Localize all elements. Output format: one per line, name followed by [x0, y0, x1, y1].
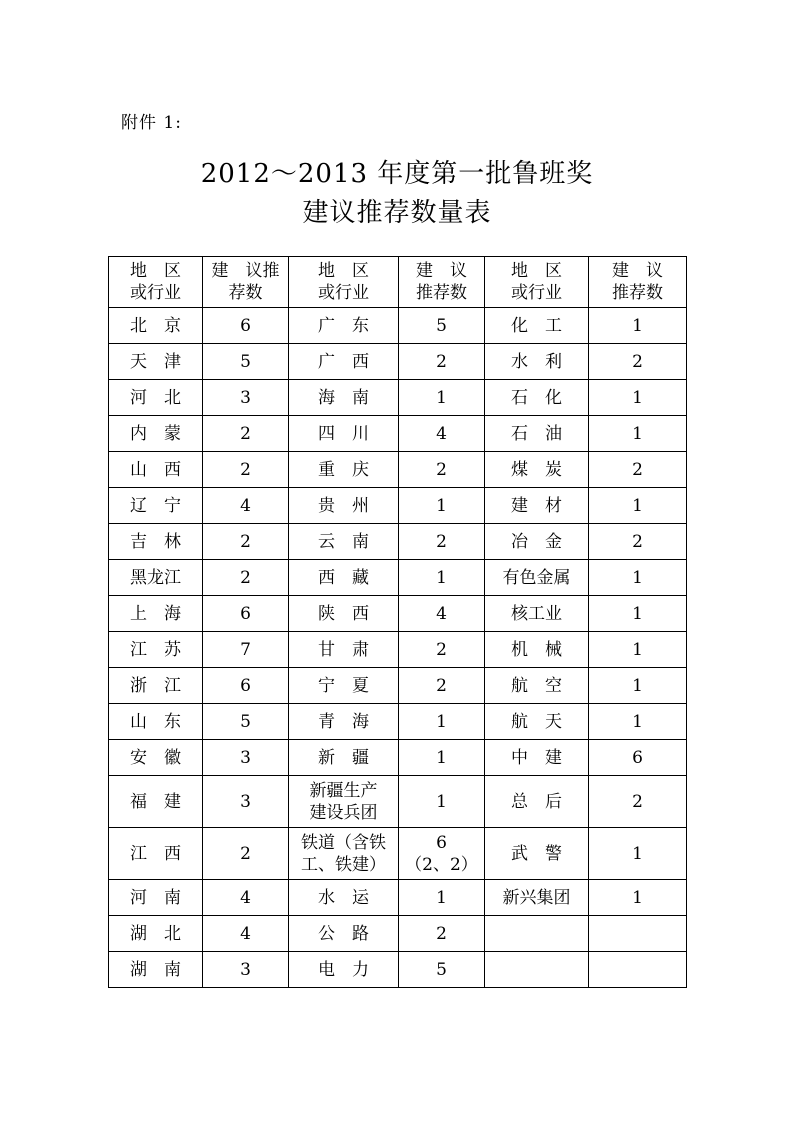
region-cell: 新 疆: [289, 740, 399, 776]
region-cell: 海 南: [289, 380, 399, 416]
region-cell: 浙 江: [109, 668, 203, 704]
region-cell: 湖 北: [109, 916, 203, 952]
region-cell: 江 西: [109, 828, 203, 880]
count-cell: 4: [399, 416, 485, 452]
count-cell: 1: [589, 416, 687, 452]
count-cell: 6: [203, 308, 289, 344]
region-cell: 江 苏: [109, 632, 203, 668]
page-title: 2012～2013 年度第一批鲁班奖: [200, 159, 594, 189]
table-row: [109, 632, 687, 668]
table-row: [109, 416, 687, 452]
page-subtitle: 建议推荐数量表: [302, 198, 492, 228]
table-row: [109, 704, 687, 740]
region-cell: 广 东: [289, 308, 399, 344]
count-cell: 1: [399, 488, 485, 524]
region-cell: 广 西: [289, 344, 399, 380]
region-cell: 甘 肃: [289, 632, 399, 668]
table-row: [109, 524, 687, 560]
table-row: [109, 560, 687, 596]
region-cell: 煤 炭: [485, 452, 589, 488]
region-cell: 内 蒙: [109, 416, 203, 452]
header-count-cell: 建 议推 荐数: [203, 257, 289, 308]
region-cell: 四 川: [289, 416, 399, 452]
region-cell: 湖 南: [109, 952, 203, 988]
table-row: [109, 380, 687, 416]
region-cell: 化 工: [485, 308, 589, 344]
table-row: [109, 916, 687, 952]
region-cell: 电 力: [289, 952, 399, 988]
count-cell: 3: [203, 776, 289, 828]
count-cell: 2: [399, 916, 485, 952]
count-cell: 2: [589, 524, 687, 560]
count-cell: 1: [399, 880, 485, 916]
count-cell: 1: [399, 776, 485, 828]
region-cell: 中 建: [485, 740, 589, 776]
region-cell: 水 利: [485, 344, 589, 380]
count-cell: 5: [399, 308, 485, 344]
count-cell: [589, 952, 687, 988]
count-cell: 2: [203, 524, 289, 560]
header-region-cell: 地 区 或行业: [109, 257, 203, 308]
header-region-cell: 地 区 或行业: [485, 257, 589, 308]
region-cell: 武 警: [485, 828, 589, 880]
region-cell: 河 南: [109, 880, 203, 916]
region-cell: 水 运: [289, 880, 399, 916]
count-cell: 3: [203, 380, 289, 416]
count-cell: [589, 916, 687, 952]
table-row: [109, 740, 687, 776]
count-cell: 2: [399, 344, 485, 380]
count-cell: 4: [203, 880, 289, 916]
region-cell: 上 海: [109, 596, 203, 632]
region-cell: 核工业: [485, 596, 589, 632]
count-cell: 1: [589, 828, 687, 880]
count-cell: 3: [203, 740, 289, 776]
region-cell: [485, 916, 589, 952]
region-cell: 贵 州: [289, 488, 399, 524]
region-cell: 黑龙江: [109, 560, 203, 596]
region-cell: 山 东: [109, 704, 203, 740]
count-cell: 1: [399, 560, 485, 596]
count-cell: 2: [589, 452, 687, 488]
count-cell: 4: [399, 596, 485, 632]
table-row: [109, 668, 687, 704]
count-cell: 1: [589, 632, 687, 668]
count-cell: 6: [203, 668, 289, 704]
count-cell: 1: [589, 596, 687, 632]
count-cell: 1: [589, 560, 687, 596]
region-cell: 建 材: [485, 488, 589, 524]
count-cell: 4: [203, 916, 289, 952]
count-cell: 5: [399, 952, 485, 988]
table-row: [109, 880, 687, 916]
table-row: [109, 776, 687, 828]
table-row: [109, 952, 687, 988]
count-cell: 1: [589, 488, 687, 524]
region-cell: 机 械: [485, 632, 589, 668]
region-cell: 青 海: [289, 704, 399, 740]
count-cell: 1: [399, 380, 485, 416]
count-cell: 2: [203, 416, 289, 452]
region-cell: 北 京: [109, 308, 203, 344]
table-row: [109, 308, 687, 344]
count-cell: 4: [203, 488, 289, 524]
count-cell: 2: [399, 452, 485, 488]
region-cell: 重 庆: [289, 452, 399, 488]
region-cell: 天 津: [109, 344, 203, 380]
region-cell: 总 后: [485, 776, 589, 828]
region-cell: 安 徽: [109, 740, 203, 776]
region-cell: [485, 952, 589, 988]
region-cell: 公 路: [289, 916, 399, 952]
count-cell: 5: [203, 344, 289, 380]
region-cell: 有色金属: [485, 560, 589, 596]
count-cell: 2: [399, 524, 485, 560]
region-cell: 冶 金: [485, 524, 589, 560]
region-cell: 铁道（含铁 工、铁建）: [289, 828, 399, 880]
region-cell: 福 建: [109, 776, 203, 828]
region-cell: 新疆生产 建设兵团: [289, 776, 399, 828]
count-cell: 3: [203, 952, 289, 988]
header-count-cell: 建 议 推荐数: [399, 257, 485, 308]
count-cell: 1: [399, 740, 485, 776]
region-cell: 航 天: [485, 704, 589, 740]
count-cell: 2: [203, 560, 289, 596]
count-cell: 1: [589, 380, 687, 416]
table-row: [109, 828, 687, 880]
region-cell: 西 藏: [289, 560, 399, 596]
region-cell: 宁 夏: [289, 668, 399, 704]
count-cell: 2: [203, 452, 289, 488]
recommendation-table: [108, 256, 687, 988]
count-cell: 6: [203, 596, 289, 632]
attachment-label: 附件 1:: [121, 113, 182, 133]
region-cell: 山 西: [109, 452, 203, 488]
region-cell: 河 北: [109, 380, 203, 416]
table-row: [109, 344, 687, 380]
region-cell: 航 空: [485, 668, 589, 704]
region-cell: 辽 宁: [109, 488, 203, 524]
region-cell: 新兴集团: [485, 880, 589, 916]
count-cell: 1: [589, 704, 687, 740]
count-cell: 5: [203, 704, 289, 740]
count-cell: 2: [203, 828, 289, 880]
region-cell: 陕 西: [289, 596, 399, 632]
region-cell: 石 化: [485, 380, 589, 416]
table-row: [109, 452, 687, 488]
table-row: [109, 596, 687, 632]
table-row: [109, 488, 687, 524]
count-cell: 2: [589, 776, 687, 828]
count-cell: 2: [399, 632, 485, 668]
count-cell: 7: [203, 632, 289, 668]
count-cell: 1: [589, 880, 687, 916]
table-body: [109, 257, 687, 988]
count-cell: 6 （2、2）: [399, 828, 485, 880]
count-cell: 6: [589, 740, 687, 776]
count-cell: 1: [399, 704, 485, 740]
count-cell: 2: [399, 668, 485, 704]
region-cell: 石 油: [485, 416, 589, 452]
region-cell: 云 南: [289, 524, 399, 560]
header-count-cell: 建 议 推荐数: [589, 257, 687, 308]
header-region-cell: 地 区 或行业: [289, 257, 399, 308]
count-cell: 1: [589, 308, 687, 344]
region-cell: 吉 林: [109, 524, 203, 560]
count-cell: 1: [589, 668, 687, 704]
count-cell: 2: [589, 344, 687, 380]
table-header-row: [109, 257, 687, 308]
